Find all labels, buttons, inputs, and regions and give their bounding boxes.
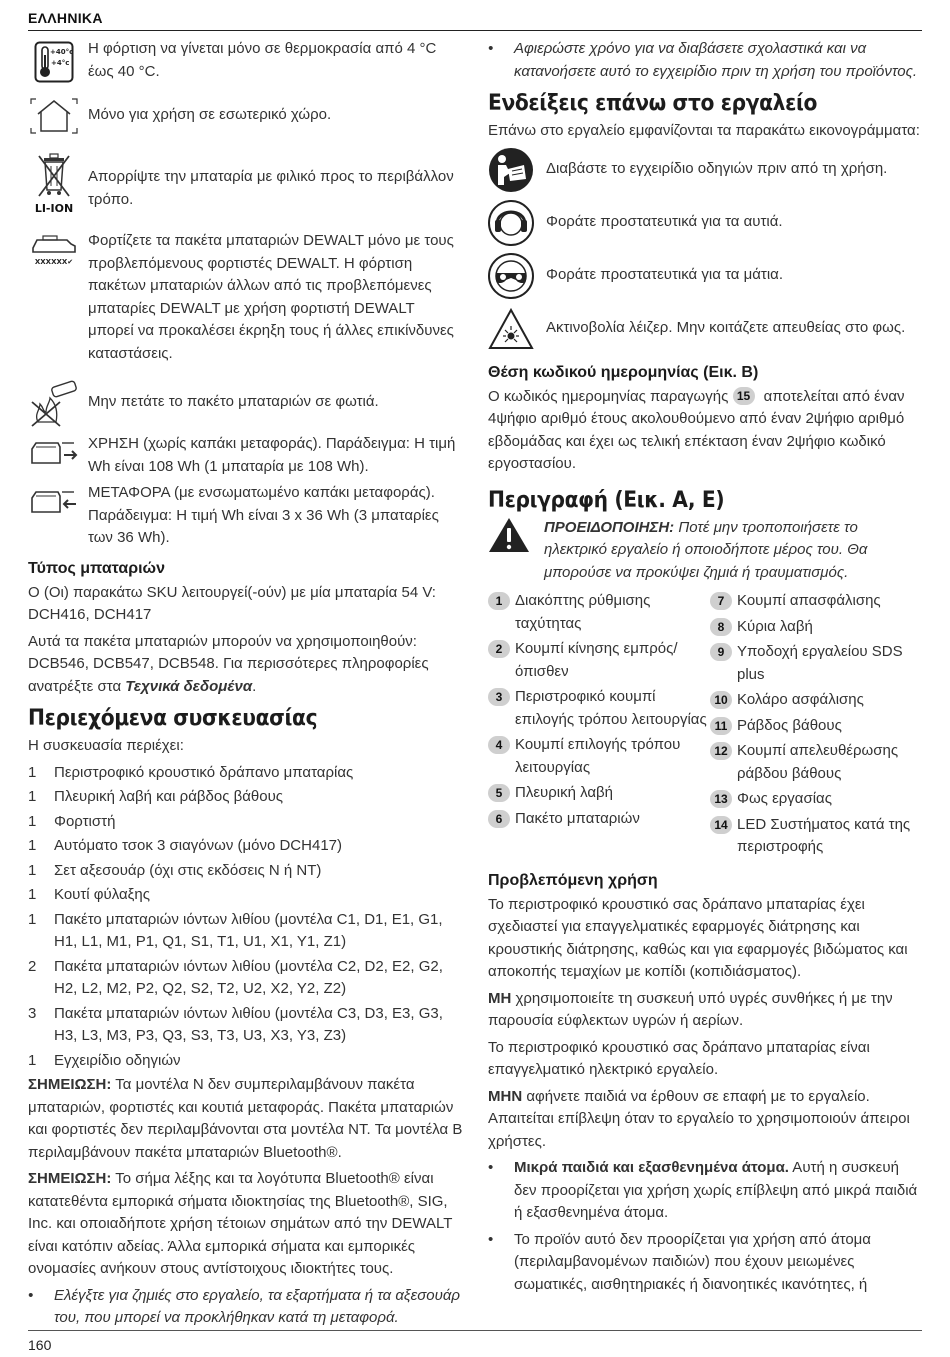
symbol-text: Μόνο για χρήση σε εσωτερικό χώρο. bbox=[88, 106, 332, 123]
warning-block: ΠΡΟΕΙΔΟΠΟΙΗΣΗ: Ποτέ μην τροποποιήσετε το ηλεκτρικό εργαλείο ή οποιοδήποτε μέρος του. Θα μπορούσε να προκύψει ζημιά ή τραυματισμός. bbox=[488, 517, 922, 585]
no-fire-icon bbox=[28, 379, 80, 427]
marking-text: Φοράτε προστατευτικά για τα αυτιά. bbox=[546, 213, 783, 231]
intended-use-heading: Προβλεπόμενη χρήση bbox=[488, 871, 658, 889]
symbol-text: Φορτίζετε τα πακέτα μπαταριών DEWALT μόνο με τους προβλεπόμενους φορτιστές DEWALT. Η φόρτιση πακέτων μπαταριών άλλων από τις προβλεπόμενες μπαταρίες DEWALT με χρήση φορτιστή DEWALT μπορεί να προκαλέσει έκρηξη τους ή άλλες επικίνδυνες καταστάσεις. bbox=[88, 232, 454, 362]
battery-use-icon bbox=[28, 433, 80, 473]
symbol-row bbox=[28, 230, 464, 365]
page-number: 160 bbox=[28, 1337, 52, 1353]
list-item: 1 Εγχειρίδιο οδηγιών bbox=[28, 1051, 181, 1069]
list-item: 10 Κολάρο ασφάλισης bbox=[710, 689, 922, 712]
laser-warning-icon bbox=[488, 306, 534, 352]
package-contents-heading: Περιεχόμενα συσκευασίας bbox=[28, 706, 318, 731]
battery-transport-icon bbox=[28, 482, 80, 522]
package-intro: Η συσκευασία περιέχει: bbox=[28, 737, 184, 754]
symbol-text: ΧΡΗΣΗ (χωρίς καπάκι μεταφοράς). Παράδειγμα: Η τιμή Wh είναι 108 Wh (1 μπαταρία με 108 Wh). bbox=[88, 435, 456, 475]
list-item: 1 Πακέτο μπαταριών ιόντων λιθίου (μοντέλα C1, D1, E1, G1, H1, L1, M1, P1, Q1, S1, T1, U1, X1, Y1, Z1) bbox=[28, 910, 443, 950]
list-item: 2 Πακέτα μπαταριών ιόντων λιθίου (μοντέλα C2, D2, E2, G2, H2, L2, M2, P2, Q2, S2, T2, U2, X2, Y2, Z2) bbox=[28, 957, 443, 997]
list-item: 1 Φορτιστή bbox=[28, 812, 116, 830]
intended-use-p3: Το περιστροφικό κρουστικό σας δράπανο μπαταρίας είναι επαγγελματικό ηλεκτρικό εργαλείο. bbox=[488, 1038, 870, 1078]
svg-text:XXXXXX✔: XXXXXX✔ bbox=[34, 258, 74, 266]
parts-list bbox=[488, 590, 922, 862]
marking-text: Φοράτε προστατευτικά για τα μάτια. bbox=[546, 266, 784, 284]
language-label: ΕΛΛΗΝΙΚΑ bbox=[28, 10, 103, 26]
list-item: 5 Πλευρική λαβή bbox=[488, 782, 710, 805]
marking-row bbox=[488, 306, 922, 352]
symbol-text: Η φόρτιση να γίνεται μόνο σε θερμοκρασία από 4 °C έως 40 °C. bbox=[88, 40, 437, 80]
parts-column-left bbox=[488, 590, 710, 862]
battery-packs-paragraph: Αυτά τα πακέτα μπαταριών μπορούν να χρησιμοποιηθούν: DCB546, DCB547, DCB548. Για περισσότερες πληροφορίες ανατρέξτε στα Τεχνικά δεδομένα. bbox=[28, 632, 429, 695]
reduced-capacity-bullet: • Το προϊόν αυτό δεν προορίζεται για χρήση από άτομα (περιλαμβανομένων παιδιών) που έχουν μειωμένες σωματικές, αισθητηριακές ή διανοητικές ικανότητες, ή bbox=[488, 1230, 871, 1293]
description-heading: Περιγραφή (Εικ. A, E) bbox=[488, 487, 725, 513]
list-item: 6 Πακέτο μπαταριών bbox=[488, 808, 710, 831]
list-item: 7 Κουμπί απασφάλισης bbox=[710, 590, 922, 613]
marking-row bbox=[488, 147, 922, 193]
date-code-badge: 15 bbox=[733, 387, 755, 405]
symbol-row bbox=[28, 379, 464, 427]
list-item: 2 Κουμπί κίνησης εμπρός/ όπισθεν bbox=[488, 638, 710, 683]
battery-charger-icon bbox=[28, 230, 80, 270]
thermometer-icon bbox=[28, 38, 80, 86]
intended-use-p1: Το περιστροφικό κρουστικό σας δράπανο μπαταρίας έχει σχεδιαστεί για επαγγελματικές εφαρμογές διάτρησης και κρουστικής διάτρησης, καθώς και για εφαρμογές βιδώματος και αποκοπής τεμαχίων με κοπίδι (κοπιδιάσματος). bbox=[488, 895, 908, 980]
crossed-bin-icon bbox=[28, 150, 80, 216]
symbol-row bbox=[28, 482, 464, 550]
ear-protection-icon bbox=[488, 200, 534, 246]
list-item: 1 Αυτόματο τσοκ 3 σιαγόνων (μόνο DCH417) bbox=[28, 837, 342, 854]
warning-icon bbox=[488, 517, 534, 585]
list-item: 1 Περιστροφικό κρουστικό δράπανο μπαταρίας bbox=[28, 763, 354, 781]
right-column bbox=[488, 38, 922, 1300]
date-code-paragraph: Ο κωδικός ημερομηνίας παραγωγής 15 αποτελείται από έναν 4ψήφιο αριθμό έτους ακολουθούμενο από έναν 2ψήφιο αριθμό εβδομάδας και έχει ως τελική επέκταση έναν 2ψήφιο κωδικό εργοστασίου. bbox=[488, 387, 905, 472]
list-item: 1 Κουτί φύλαξης bbox=[28, 886, 150, 903]
symbol-text: Απορρίψτε την μπαταρία με φιλικό προς το περιβάλλον τρόπο. bbox=[88, 168, 454, 208]
symbol-text: ΜΕΤΑΦΟΡΑ (με ενσωματωμένο καπάκι μεταφοράς). Παράδειγμα: Η τιμή Wh είναι 3 x 36 Wh (3 μπαταρίες των 36 Wh). bbox=[88, 484, 439, 546]
tool-markings-intro: Επάνω στο εργαλείο εμφανίζονται τα παρακάτω εικονογράμματα: bbox=[488, 122, 920, 139]
note-trademarks: ΣΗΜΕΙΩΣΗ: Το σήμα λέξης και τα λογότυπα Bluetooth® είναι κατατεθέντα εμπορικά σήματα ιδιοκτησίας της Bluetooth®, SIG, Inc. και οποιαδήποτε χρήση τέτοιων σημάτων από την DEWALT είναι κατόπιν αδείας. Άλλα εμπορικά σήματα και εμπορικές ονομασίες ανήκουν στους αντίστοιχους ιδιοκτήτες τους. bbox=[28, 1170, 453, 1277]
indoor-house-icon bbox=[28, 92, 80, 140]
list-item: 14 LED Συστήματος κατά της περιστροφής bbox=[710, 814, 922, 859]
svg-text:+40°c: +40°c bbox=[50, 48, 74, 56]
battery-type-paragraph: Ο (Οι) παρακάτω SKU λειτουργεί(-ούν) με μία μπαταρία 54 V: DCH416, DCH417 bbox=[28, 583, 436, 623]
list-item: 13 Φως εργασίας bbox=[710, 788, 922, 811]
left-column bbox=[28, 38, 464, 1334]
symbol-text: Μην πετάτε το πακέτο μπαταριών σε φωτιά. bbox=[88, 393, 379, 410]
list-item: 1 Πλευρική λαβή και ράβδος βάθους bbox=[28, 788, 284, 805]
list-item: 3 Περιστροφικό κουμπί επιλογής τρόπου λειτουργίας bbox=[488, 686, 710, 731]
svg-text:+4°c: +4°c bbox=[51, 59, 70, 67]
parts-column-right bbox=[710, 590, 922, 862]
read-manual-icon bbox=[488, 147, 534, 193]
intended-use-p4: ΜΗΝ αφήνετε παιδιά να έρθουν σε επαφή με το εργαλείο. Απαιτείται επίβλεψη όταν το εργαλείο το χρησιμοποιούν άπειροι χρήστες. bbox=[488, 1087, 910, 1150]
battery-type-heading: Τύπος μπαταριών bbox=[28, 559, 165, 577]
symbol-row bbox=[28, 433, 464, 478]
date-code-heading: Θέση κωδικού ημερομηνίας (Εικ. B) bbox=[488, 363, 759, 381]
list-item: 3 Πακέτα μπαταριών ιόντων λιθίου (μοντέλα C3, D3, E3, G3, H3, L3, M3, P3, Q3, S3, T3, U3, X3, Y3, Z3) bbox=[28, 1004, 443, 1044]
symbol-row bbox=[28, 38, 464, 86]
tool-markings-heading: Ενδείξεις επάνω στο εργαλείο bbox=[488, 91, 818, 116]
marking-text: Διαβάστε το εγχειρίδιο οδηγιών πριν από τη χρήση. bbox=[546, 160, 888, 178]
list-item: 4 Κουμπί επιλογής τρόπου λειτουργίας bbox=[488, 734, 710, 779]
page-footer bbox=[28, 1330, 922, 1353]
children-bullet: • Μικρά παιδιά και εξασθενημένα άτομα. Αυτή η συσκευή δεν προορίζεται για χρήση χωρίς επίβλεψη από μικρά παιδιά ή εξασθενημένα άτομα. bbox=[488, 1159, 918, 1221]
note-bluetooth-models: ΣΗΜΕΙΩΣΗ: Τα μοντέλα N δεν συμπεριλαμβάνουν πακέτα μπαταριών, φορτιστές και κουτιά μεταφοράς. Πακέτα μπαταριών και φορτιστές δεν περιλαμβάνονται στα μοντέλα NT. Τα μοντέλα B περιλαμβάνουν πακέτα μπαταριών Bluetooth®. bbox=[28, 1076, 463, 1161]
marking-row bbox=[488, 200, 922, 246]
damage-check-bullet: • Ελέγξτε για ζημιές στο εργαλείο, τα εξαρτήματα ή τα αξεσουάρ του, που μπορεί να προκλήθηκαν κατά τη μεταφορά. bbox=[28, 1286, 461, 1326]
marking-row bbox=[488, 253, 922, 299]
list-item: 12 Κουμπί απελευθέρωσης ράβδου βάθους bbox=[710, 740, 922, 785]
list-item: 8 Κύρια λαβή bbox=[710, 616, 922, 639]
intended-use-p2: ΜΗ χρησιμοποιείτε τη συσκευή υπό υγρές συνθήκες ή με την παρουσία εύφλεκτων υγρών ή αερίων. bbox=[488, 989, 893, 1029]
svg-text:LI-ION: LI-ION bbox=[34, 202, 74, 215]
list-item: 1 Διακόπτης ρύθμισης ταχύτητας bbox=[488, 590, 710, 635]
symbol-row bbox=[28, 92, 464, 140]
eye-protection-icon bbox=[488, 253, 534, 299]
list-item: 1 Σετ αξεσουάρ (όχι στις εκδόσεις N ή NT) bbox=[28, 861, 322, 879]
package-list bbox=[28, 762, 464, 1073]
marking-text: Ακτινοβολία λέιζερ. Μην κοιτάζετε απευθείας στο φως. bbox=[546, 319, 906, 337]
list-item: 11 Ράβδος βάθους bbox=[710, 715, 922, 738]
list-item: 9 Υποδοχή εργαλείου SDS plus bbox=[710, 641, 922, 686]
page-header bbox=[28, 6, 922, 31]
symbol-row bbox=[28, 150, 464, 216]
read-manual-bullet: • Αφιερώστε χρόνο για να διαβάσετε σχολαστικά και να κατανοήσετε αυτό το εγχειρίδιο πριν τη χρήση του προϊόντος. bbox=[488, 40, 918, 80]
